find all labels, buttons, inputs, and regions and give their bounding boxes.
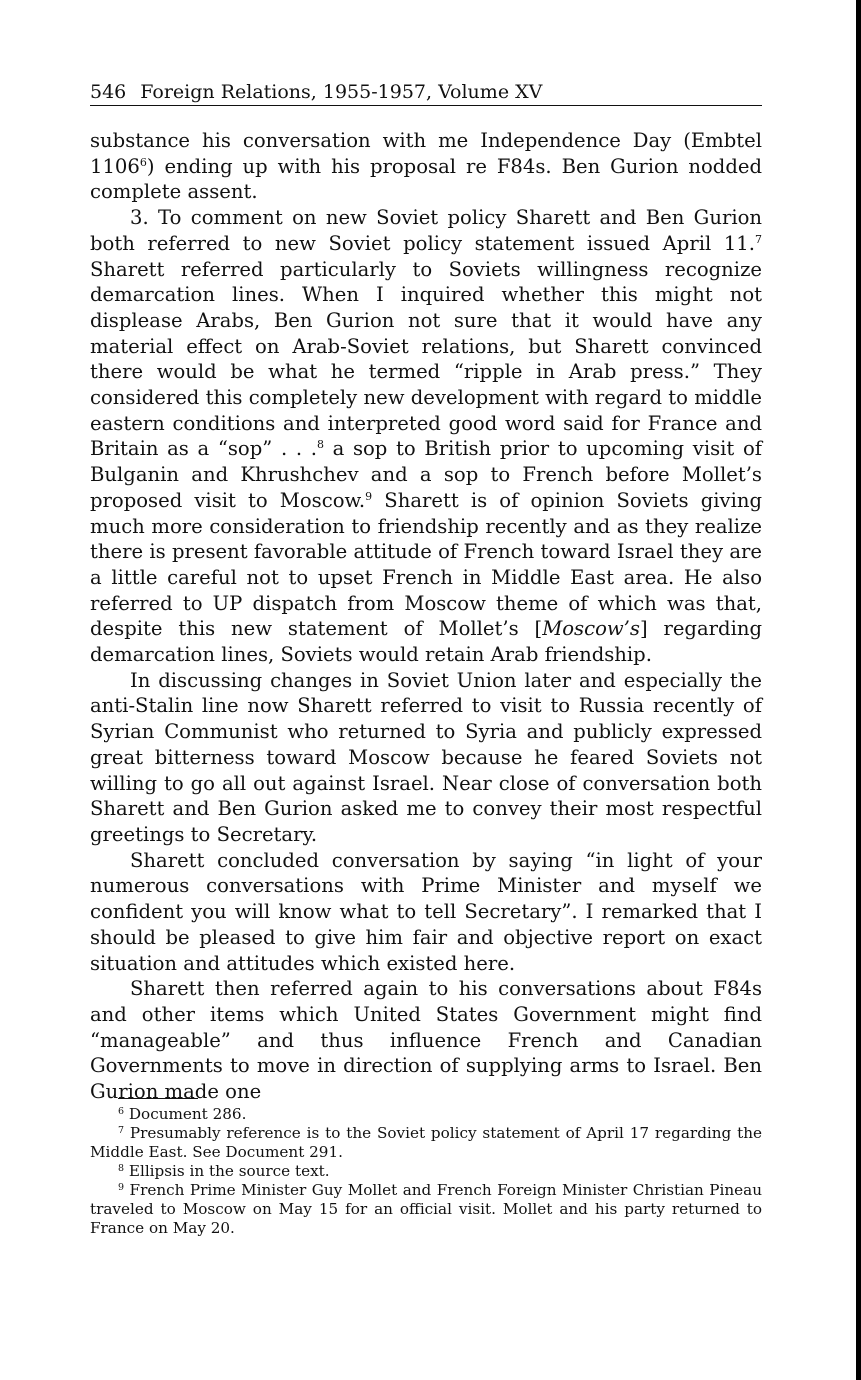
running-title: Foreign Relations, 1955-1957, Volume XV xyxy=(140,81,543,103)
italic-insertion: Moscow’s xyxy=(542,617,640,641)
paragraph-5: Sharett then referred again to his conversations about F84s and other items which United States Government might find “manageable” and thus influence French and Canadian Governments to move in direction of supplying arms to Israel. Ben Gurion made one xyxy=(90,977,762,1104)
footnote-number: 6 xyxy=(118,1106,125,1117)
paragraph-2 xyxy=(90,205,762,668)
paragraph-3: In discussing changes in Soviet Union later and especially the anti-Stalin line now Sharett referred to visit to Russia recently of Syrian Communist who returned to Syria and publicly expressed great bitterness toward Moscow because he feared Soviets not willing to go all out against Israel. Near close of conversation both Sharett and Ben Gurion asked me to convey their most respectful greetings to Secretary. xyxy=(90,668,762,846)
paragraph-text: Sharett referred particularly to Soviets willingness recognize demarcation lines. When I inquired whether this might not displease Arabs, Ben Gurion not sure that it would have any material effect on Arab-Soviet relations, but Sharett convinced there would be what he termed “ripple in Arab press.” They considered this completely new development with regard to middle eastern conditions and interpreted good word said for France and Britain as a “sop” . . . xyxy=(90,257,762,461)
footnote-text: Document 286. xyxy=(128,1105,247,1123)
footnote-ref-9: 9 xyxy=(365,489,373,503)
paragraph-1 xyxy=(90,128,762,205)
footnote-6 xyxy=(90,1105,762,1124)
footnote-text: Ellipsis in the source text. xyxy=(128,1162,330,1180)
footnote-number: 7 xyxy=(118,1125,125,1136)
paragraph-text: ) ending up with his proposal re F84s. Ben Gurion nodded complete assent. xyxy=(90,154,762,204)
footnote-8 xyxy=(90,1162,762,1181)
footnote-ref-8: 8 xyxy=(316,438,324,452)
footnote-ref-6: 6 xyxy=(139,155,147,169)
paragraph-text: 3. To comment on new Soviet policy Sharett and Ben Gurion both referred to new Soviet policy statement issued April 11. xyxy=(90,206,762,255)
paragraph-text: a sop to British prior to upcoming visit of Bulganin and Khrushchev and a sop to French before Mollet’s proposed visit to Moscow. xyxy=(90,437,762,512)
footnote-text: French Prime Minister Guy Mollet and French Foreign Minister Christian Pineau traveled to Moscow on May 15 for an official visit. Mollet and his party returned to France on May 20. xyxy=(90,1181,762,1237)
footnote-number: 9 xyxy=(118,1182,125,1193)
footnote-7 xyxy=(90,1124,762,1162)
footnote-text: Presumably reference is to the Soviet policy statement of April 17 regarding the Middle East. See Document 291. xyxy=(90,1124,763,1161)
paragraph-text: Sharett is of opinion Soviets giving much more consideration to friendship recently and as they realize there is present favorable attitude of French toward Israel they are a little careful not to upset French in Middle East area. He also referred to UP dispatch from Moscow theme of which was that, despite this new statement of Mollet’s [ xyxy=(90,488,763,641)
paragraph-text: substance his conversation with me Independence Day (Embtel 1106 xyxy=(90,129,762,178)
running-header xyxy=(90,80,762,106)
page-number: 546 xyxy=(90,81,127,103)
paragraph-4: Sharett concluded conversation by saying “in light of your numerous conversations with Prime Minister and myself we confident you will know what to tell Secretary”. I remarked that I should be pleased to give him fair and objective report on exact situation and attitudes which existed here. xyxy=(90,848,762,975)
footnotes xyxy=(90,1105,762,1238)
paragraph-text: ] regarding demarcation lines, Soviets would retain Arab friendship. xyxy=(90,617,762,667)
footnote-number: 8 xyxy=(118,1163,125,1174)
footnote-divider xyxy=(118,1098,198,1099)
footnote-ref-7: 7 xyxy=(755,232,762,246)
page-edge-border xyxy=(856,0,861,1380)
footnote-9 xyxy=(90,1181,762,1238)
document-body xyxy=(90,128,762,1105)
